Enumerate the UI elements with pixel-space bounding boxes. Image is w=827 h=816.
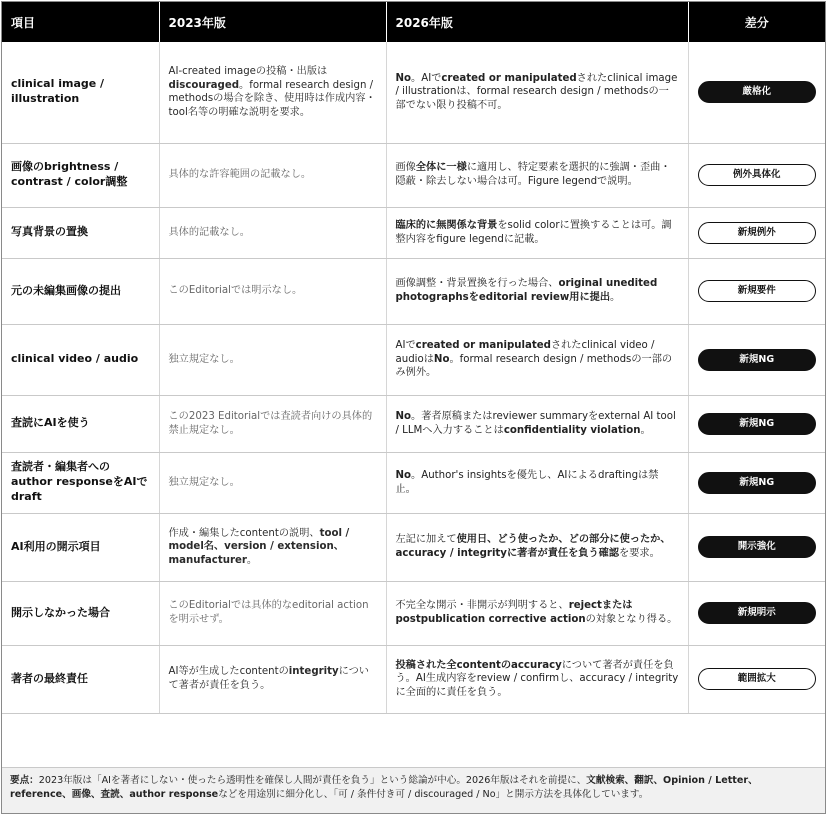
text-run: に適用し、特定要素を選択的に強調・歪曲・隠蔽・除去しない場合は可。Figure legendで説明。 [395, 162, 671, 187]
row-item-label: clinical image / illustration [2, 42, 159, 143]
row-item-label: 画像のbrightness / contrast / color調整 [2, 143, 159, 207]
table-row [2, 395, 825, 452]
text-run: について著者が責任を負う。 [168, 666, 369, 691]
text-run: されたclinical image / illustrationは、formal research design / methodsの一部でない限り投稿不可。 [395, 72, 678, 112]
diff-badge: 新規例外 [698, 222, 816, 244]
text-run: 。 [640, 424, 651, 436]
row-2023-text [159, 143, 386, 207]
row-2023-text [159, 395, 386, 452]
text-run: 。Author's insightsを優先し、AIによるdraftingは禁止。 [395, 469, 659, 495]
row-2023-text [159, 513, 386, 581]
row-diff-cell [688, 42, 825, 143]
text-run: 具体的な許容範囲の記載なし。 [168, 169, 312, 181]
table-row [2, 143, 825, 207]
row-item-label: 著者の最終責任 [2, 645, 159, 713]
bold-text: created or manipulated [415, 340, 551, 352]
table-header-row [2, 2, 825, 42]
text-run: 左記に加えて [395, 534, 457, 546]
text-run: 独立規定なし。 [168, 476, 240, 488]
row-item-label: clinical video / audio [2, 324, 159, 395]
text-run: AI-created imageの投稿・出版は [168, 66, 328, 78]
bold-text: No [395, 410, 412, 422]
text-run: 不完全な開示・非開示が判明すると、 [395, 600, 569, 612]
text-run: この2023 Editorialでは査読者向けの具体的禁止規定なし。 [168, 410, 373, 436]
row-item-label: AI利用の開示項目 [2, 513, 159, 581]
row-2023-text [159, 452, 386, 513]
text-run: をsolid colorに置換することは可。調整内容をfigure legendに記載。 [395, 219, 672, 245]
bold-text: rejectまたはpostpublication corrective action [395, 600, 633, 625]
text-run: 作成・編集したcontentの説明、 [168, 527, 320, 539]
bold-text: 臨床的に無関係な背景 [395, 219, 498, 231]
row-2026-text [386, 42, 688, 143]
bold-text: 全体に一様 [415, 162, 467, 174]
row-diff-cell [688, 395, 825, 452]
row-item-label: 査読者・編集者へのauthor responseをAIでdraft [2, 452, 159, 513]
comparison-page [1, 1, 826, 814]
text-run: 。AIで [411, 72, 442, 84]
bold-text: integrity [288, 666, 339, 678]
bold-text: No [395, 469, 412, 481]
row-diff-cell [688, 513, 825, 581]
row-item-label: 元の未編集画像の提出 [2, 258, 159, 324]
table-row [2, 324, 825, 395]
table-row [2, 42, 825, 143]
bold-text: original unedited photographsをeditorial review用に提出 [395, 278, 658, 303]
table-row [2, 645, 825, 713]
row-2023-text [159, 207, 386, 258]
bold-text: 要点： [10, 775, 39, 786]
row-item-label: 査読にAIを使う [2, 395, 159, 452]
row-diff-cell [688, 452, 825, 513]
row-diff-cell [688, 258, 825, 324]
diff-badge: 新規要件 [698, 280, 816, 302]
row-2026-text [386, 452, 688, 513]
bold-text: tool / model名、version / extension、manufacturer [168, 527, 350, 566]
bold-text: created or manipulated [441, 72, 577, 84]
row-2026-text [386, 258, 688, 324]
header-2023: 2023年版 [159, 2, 386, 42]
row-2023-text [159, 324, 386, 395]
text-run: 。formal research design / methodsの場合を除き、使用時は作成内容・tool名等の明確な説明を要求。 [168, 79, 376, 118]
bold-text: confidentiality violation [503, 424, 641, 436]
bold-text: 投稿された全contentのaccuracy [395, 659, 562, 671]
text-run: AI等が生成したcontentの [168, 666, 289, 678]
diff-badge: 新規NG [698, 349, 816, 371]
row-2026-text [386, 645, 688, 713]
comparison-table [2, 2, 825, 714]
text-run: 独立規定なし。 [168, 353, 240, 365]
diff-badge: 新規明示 [698, 602, 816, 624]
diff-badge: 新規NG [698, 472, 816, 494]
text-run: を要求。 [619, 548, 660, 559]
table-row [2, 581, 825, 645]
row-2023-text [159, 42, 386, 143]
bold-text: 使用日、どう使ったか、どの部分に使ったか、accuracy / integrityに著者が責任を負う確認 [395, 534, 671, 559]
row-2026-text [386, 581, 688, 645]
diff-badge: 例外具体化 [698, 164, 816, 186]
text-run: 画像 [395, 162, 416, 174]
text-run: について著者が責任を負う。AI生成内容をreview / confirmし、accuracy / integrityに全面的に責任を負う。 [395, 659, 679, 698]
text-run: されたclinical video / audioは [395, 340, 655, 365]
bold-text: discouraged [168, 79, 240, 91]
table-row [2, 258, 825, 324]
bold-text: No [395, 72, 412, 84]
text-run: 画像調整・背景置換を行った場合、 [395, 278, 559, 290]
row-2026-text [386, 513, 688, 581]
table-body [2, 42, 825, 713]
text-run: 。著者原稿またはreviewer summaryをexternal AI tool / LLMへ入力することは [395, 410, 676, 436]
summary-note [2, 767, 825, 813]
row-2023-text [159, 645, 386, 713]
row-2023-text [159, 258, 386, 324]
diff-badge: 開示強化 [698, 536, 816, 558]
row-diff-cell [688, 143, 825, 207]
diff-badge: 厳格化 [698, 81, 816, 103]
row-2026-text [386, 143, 688, 207]
header-diff: 差分 [688, 2, 825, 42]
text-run: 具体的記載なし。 [168, 226, 250, 238]
text-run: 。 [610, 292, 621, 303]
text-run: AIで [395, 340, 416, 352]
row-diff-cell [688, 207, 825, 258]
row-2023-text [159, 581, 386, 645]
table-row [2, 513, 825, 581]
text-run: このEditorialでは明示なし。 [168, 285, 303, 297]
table-row [2, 452, 825, 513]
text-run: 。 [246, 554, 258, 566]
row-2026-text [386, 395, 688, 452]
row-2026-text [386, 207, 688, 258]
text-run: 。formal research design / methodsの一部のみ例外。 [395, 353, 673, 379]
header-item: 項目 [2, 2, 159, 42]
text-run: このEditorialでは具体的なeditorial actionを明示せず。 [168, 600, 369, 625]
diff-badge: 新規NG [698, 413, 816, 435]
text-run: 2023年版は「AIを著者にしない・使ったら透明性を確保し人間が責任を負う」という総論が中心。2026年版はそれを前提に、 [38, 775, 587, 786]
row-diff-cell [688, 581, 825, 645]
bold-text: No [433, 353, 450, 365]
text-run: などを用途別に細分化し、「可 / 条件付き可 / discouraged / No」と開示方法を具体化しています。 [218, 789, 649, 801]
row-2026-text [386, 324, 688, 395]
table-row [2, 207, 825, 258]
row-item-label: 開示しなかった場合 [2, 581, 159, 645]
row-diff-cell [688, 645, 825, 713]
row-item-label: 写真背景の置換 [2, 207, 159, 258]
header-2026: 2026年版 [386, 2, 688, 42]
text-run: の対象となり得る。 [585, 614, 678, 625]
row-diff-cell [688, 324, 825, 395]
diff-badge: 範囲拡大 [698, 668, 816, 690]
bold-text: 文献検索、翻訳、Opinion / Letter、reference、画像、査読、author response [10, 775, 758, 801]
